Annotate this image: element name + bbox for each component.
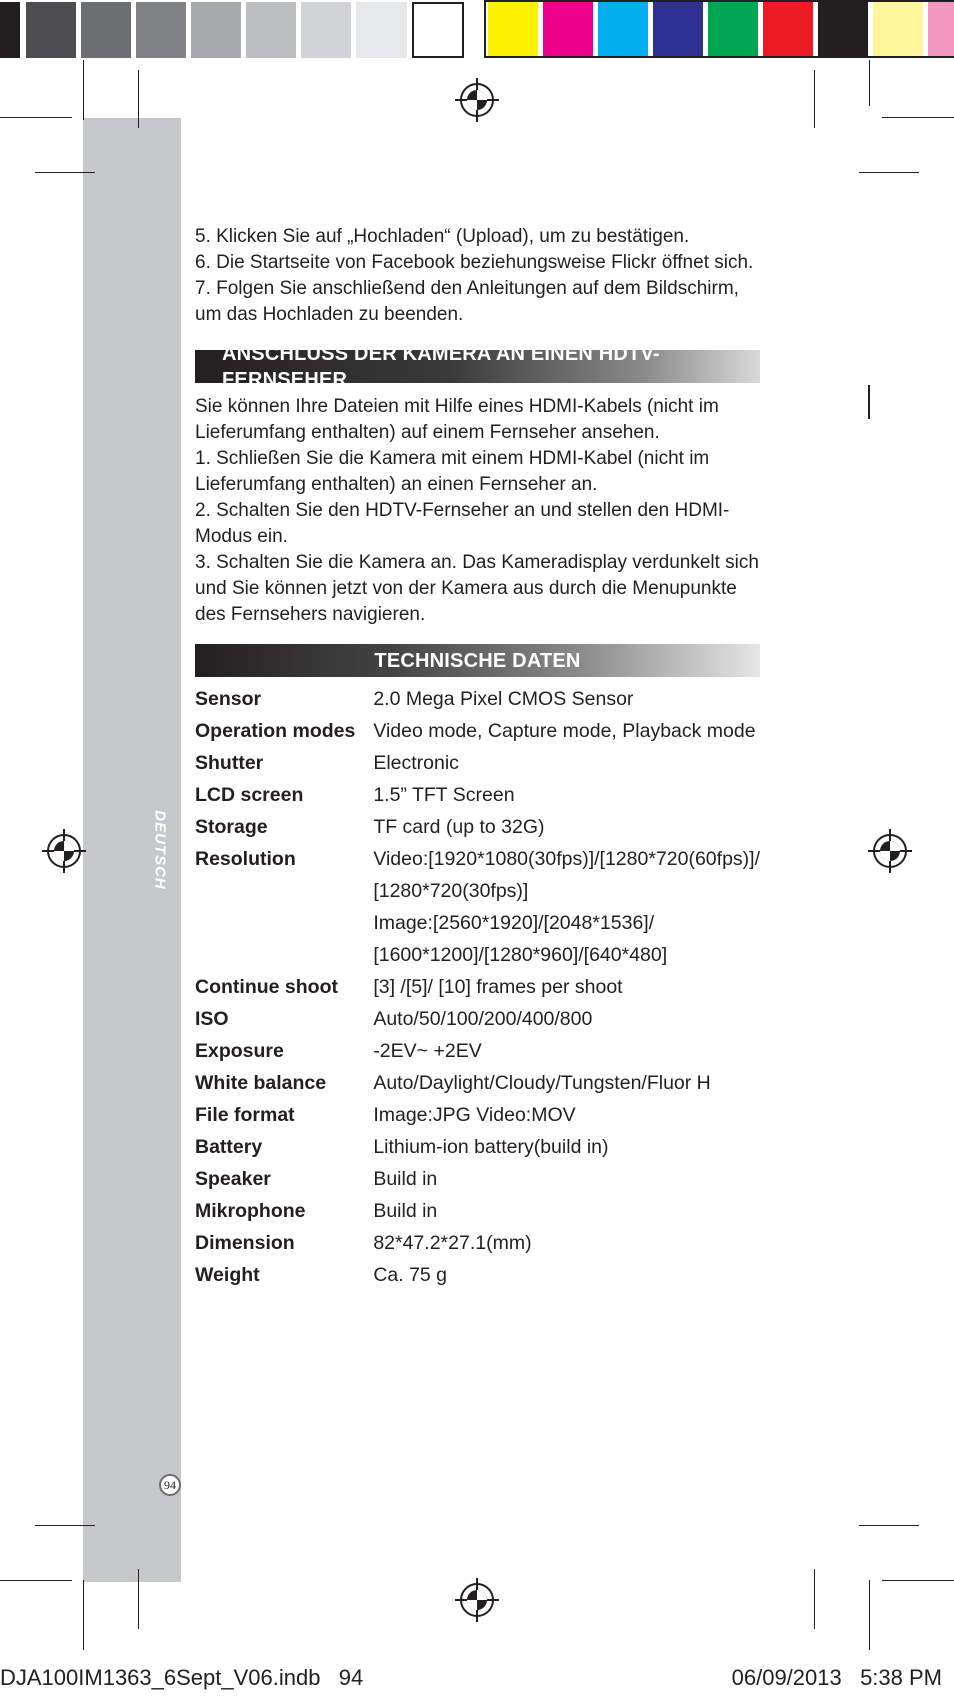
spec-label: Continue shoot [195, 976, 338, 998]
crop-mark [859, 1525, 919, 1526]
crop-mark [814, 1569, 815, 1629]
spec-label: Battery [195, 1136, 263, 1158]
spec-label [195, 939, 373, 971]
spec-value: [1600*1200]/[1280*960]/[640*480] [373, 944, 668, 966]
upload-step: 5. Klicken Sie auf „Hochladen“ (Upload), um zu bestätigen. [195, 226, 690, 247]
color-swatch [873, 2, 923, 58]
crop-mark [869, 1580, 870, 1650]
hdtv-paragraph: 1. Schließen Sie die Kamera mit einem HDMI-Kabel (nicht im Lieferumfang enthalten) an einen Fernseher an. [195, 448, 710, 495]
spec-value: 1.5” TFT Screen [373, 784, 515, 806]
spec-value: Video mode, Capture mode, Playback mode [373, 720, 756, 742]
spec-value: Image:[2560*1920]/[2048*1536]/ [373, 912, 655, 934]
colorbar-frame [464, 0, 484, 60]
spec-label: Exposure [195, 1040, 284, 1062]
spec-value: Image:JPG Video:MOV [373, 1104, 576, 1126]
page-number: 94 [159, 1474, 181, 1496]
color-swatch [653, 2, 703, 58]
spec-table [195, 683, 760, 1291]
table-row [195, 971, 760, 1003]
footer-timestamp: 06/09/2013 5:38 PM [731, 1665, 942, 1690]
table-row [195, 811, 760, 843]
color-swatch [0, 2, 20, 58]
spec-value: Build in [373, 1168, 438, 1190]
crop-mark [882, 1580, 954, 1581]
registration-mark-icon [453, 1576, 501, 1624]
table-row [195, 1003, 760, 1035]
table-row [195, 1227, 760, 1259]
table-row [195, 1259, 760, 1291]
table-row [195, 1163, 760, 1195]
crop-mark [0, 1580, 72, 1581]
color-swatch [412, 2, 464, 58]
table-row [195, 779, 760, 811]
color-swatch [246, 2, 296, 58]
spec-label: LCD screen [195, 784, 304, 806]
colorbar-frame [484, 0, 486, 58]
crop-mark [35, 1525, 95, 1526]
table-row [195, 875, 760, 907]
table-row [195, 747, 760, 779]
spec-value: 82*47.2*27.1(mm) [373, 1232, 532, 1254]
table-row [195, 715, 760, 747]
color-swatch [543, 2, 593, 58]
hdtv-paragraph: 2. Schalten Sie den HDTV-Fernseher an und stellen den HDMI-Modus ein. [195, 500, 730, 547]
color-swatch [191, 2, 241, 58]
spec-value: Build in [373, 1200, 438, 1222]
hdtv-paragraph: 3. Schalten Sie die Kamera an. Das Kameradisplay verdunkelt sich und Sie können jetzt von der Kamera aus durch die Menupunkte des Fernsehers navigieren. [195, 552, 759, 625]
spec-label: Weight [195, 1264, 260, 1286]
crop-mark [859, 172, 919, 173]
crop-mark [869, 60, 870, 106]
footer-file-name: DJA100IM1363_6Sept_V06.indb 94 [0, 1665, 364, 1690]
spec-label: Mikrophone [195, 1200, 306, 1222]
spec-value: -2EV~ +2EV [373, 1040, 482, 1062]
crop-mark [0, 117, 72, 118]
crop-mark [138, 1569, 139, 1629]
color-swatch [598, 2, 648, 58]
color-swatch [356, 2, 407, 58]
spec-label [195, 907, 373, 939]
color-swatch [708, 2, 758, 58]
table-row [195, 907, 760, 939]
upload-step: 6. Die Startseite von Facebook beziehungsweise Flickr öffnet sich. [195, 252, 754, 273]
spec-value: 2.0 Mega Pixel CMOS Sensor [373, 688, 634, 710]
spec-label: Operation modes [195, 720, 356, 742]
crop-mark [868, 385, 870, 419]
registration-mark-icon [453, 76, 501, 124]
spec-label: Sensor [195, 688, 262, 710]
upload-step: 7. Folgen Sie anschließend den Anleitungen auf dem Bildschirm, um das Hochladen zu beenden. [195, 278, 739, 325]
crop-mark [83, 1580, 84, 1650]
color-swatch [301, 2, 351, 58]
spec-value: [3] /[5]/ [10] frames per shoot [373, 976, 623, 998]
table-row [195, 843, 760, 875]
color-swatch [136, 2, 186, 58]
spec-value: Lithium-ion battery(build in) [373, 1136, 609, 1158]
registration-mark-icon [866, 827, 914, 875]
table-row [195, 1067, 760, 1099]
spec-label: File format [195, 1104, 295, 1126]
spec-value: Ca. 75 g [373, 1264, 448, 1286]
spec-value: Electronic [373, 752, 459, 774]
spec-label: Speaker [195, 1168, 271, 1190]
spec-label: Resolution [195, 848, 296, 870]
crop-mark [138, 70, 139, 128]
section-heading-tech: TECHNISCHE DATEN [195, 644, 760, 677]
spec-label: Shutter [195, 752, 264, 774]
color-swatch [81, 2, 131, 58]
table-row [195, 1195, 760, 1227]
crop-mark [882, 117, 954, 118]
hdtv-paragraph: Sie können Ihre Dateien mit Hilfe eines HDMI-Kabels (nicht im Lieferumfang enthalten) auf einem Fernseher ansehen. [195, 396, 719, 443]
crop-mark [814, 70, 815, 128]
table-row [195, 939, 760, 971]
spec-label [195, 875, 373, 907]
spec-label: Storage [195, 816, 268, 838]
language-label: DEUTSCH [151, 810, 169, 890]
spec-value: TF card (up to 32G) [373, 816, 545, 838]
color-swatch [763, 2, 813, 58]
spec-label: Dimension [195, 1232, 295, 1254]
color-swatch [26, 2, 76, 58]
spec-value: Auto/50/100/200/400/800 [373, 1008, 593, 1030]
spec-label: ISO [195, 1008, 229, 1030]
registration-mark-icon [40, 827, 88, 875]
colorbar-frame [484, 56, 954, 58]
crop-mark [35, 172, 95, 173]
page-content [195, 224, 760, 1291]
color-swatch [928, 2, 954, 58]
spec-value: [1280*720(30fps)] [373, 880, 529, 902]
color-swatch [818, 2, 868, 58]
spec-value: Video:[1920*1080(30fps)]/[1280*720(60fps)]/ [373, 848, 760, 870]
table-row [195, 1035, 760, 1067]
section-heading-hdtv: ANSCHLUSS DER KAMERA AN EINEN HDTV-FERNSEHER [195, 350, 760, 383]
color-swatch [488, 2, 538, 58]
colorbar-frame [484, 0, 954, 2]
crop-mark [83, 60, 84, 120]
spec-value: Auto/Daylight/Cloudy/Tungsten/Fluor H [373, 1072, 711, 1094]
table-row [195, 683, 760, 715]
spec-label: White balance [195, 1072, 327, 1094]
table-row [195, 1131, 760, 1163]
table-row [195, 1099, 760, 1131]
